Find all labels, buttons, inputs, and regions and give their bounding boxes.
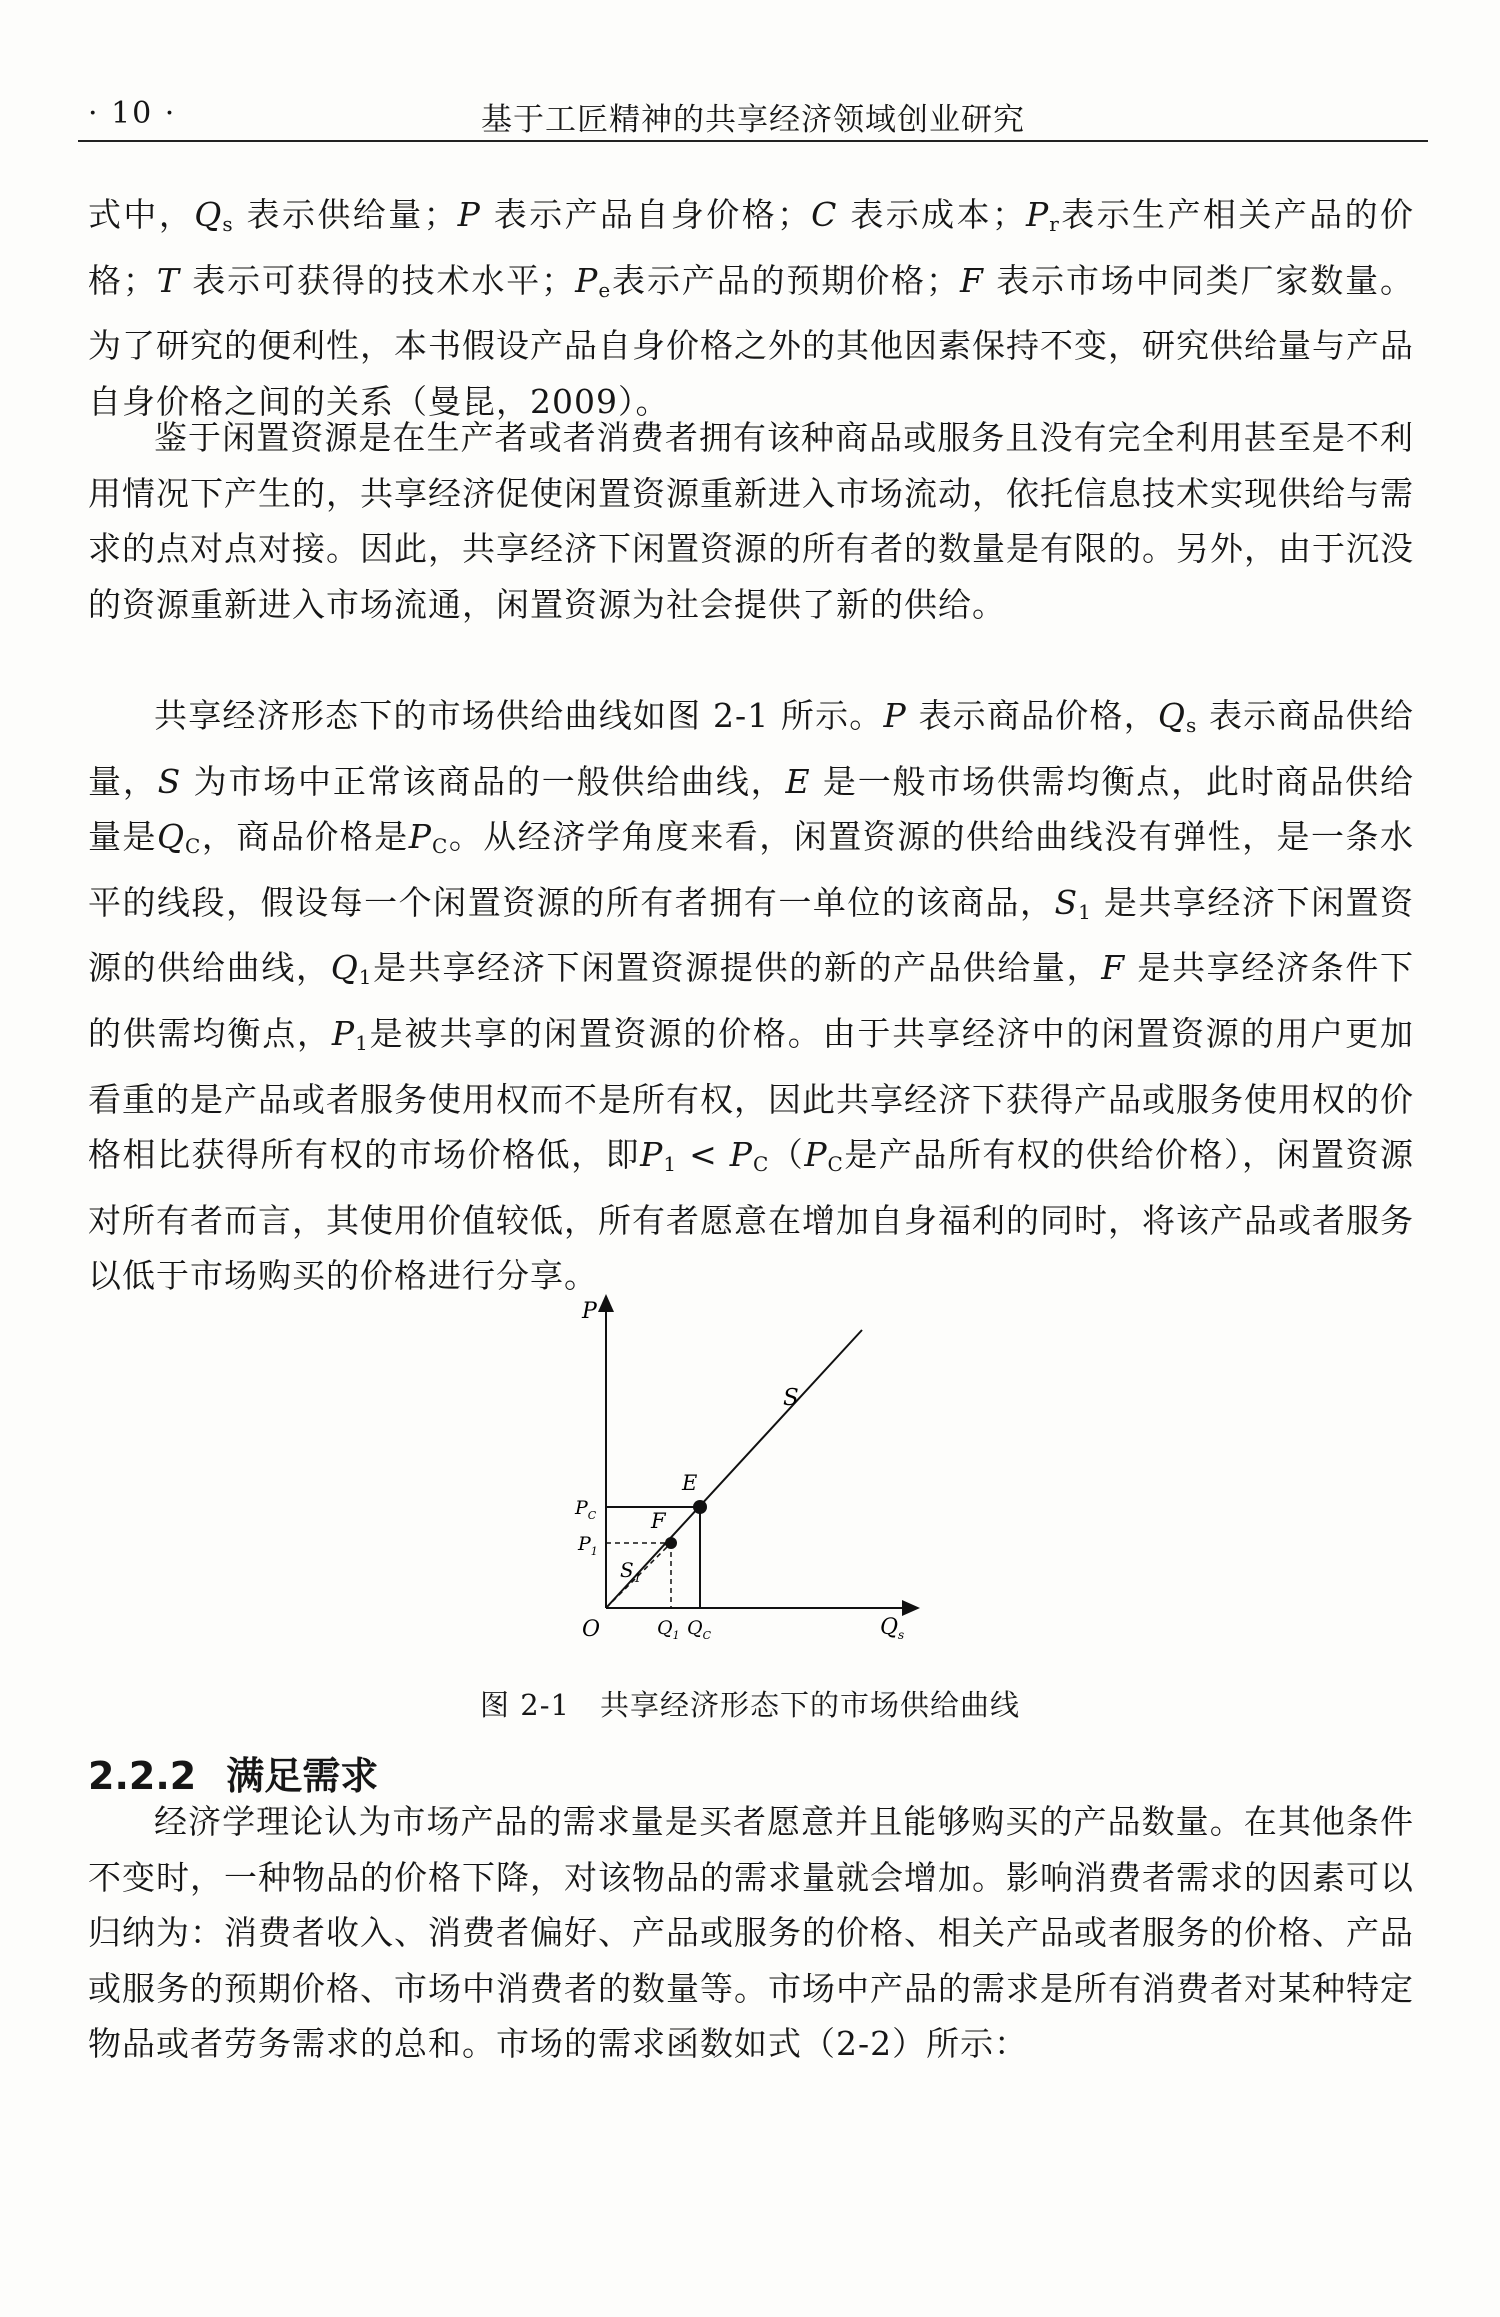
point-f: [665, 1537, 677, 1549]
page-number: · 10 ·: [88, 96, 177, 131]
curve-s-label: S: [783, 1385, 799, 1411]
section-heading: [88, 1745, 378, 1800]
figure-supply-curve: [560, 1290, 960, 1660]
figure-caption: 图 2-1 共享经济形态下的市场供给曲线: [480, 1688, 1020, 1722]
running-head: [78, 90, 1428, 142]
origin-label: O: [582, 1617, 601, 1642]
q1-label: $Q_1$: [657, 1617, 680, 1642]
paragraph-supply-curve: 共享经济形态下的市场供给曲线如图 2-1 所示。P 表示商品价格，$Q_s$ 表示商品供给量，S 为市场中正常该商品的一般供给曲线，E 是一般市场供需均衡点，此时商品供给量是$Q_C$，商品价格是$P_C$。从经济学角度来看，闲置资源的供给曲线没有弹性，是一条水平的线段，假设每一个闲置资源的所有者拥有一单位的该商品，$S_1$ 是共享经济下闲置资源的供给曲线，$Q_1$是共享经济下闲置资源提供的新的产品供给量，F 是共享经济条件下的供需均衡点，$P_1$是被共享的闲置资源的价格。由于共享经济中的闲置资源的用户更加看重的是产品或者服务使用权而不是所有权，因此共享经济下获得产品或服务使用权的价格相比获得所有权的市场价格低，即$P_1 < P_C(P_C$是产品所有权的供给价格），闲置资源对所有者而言，其使用价值较低，所有者愿意在增加自身福利的同时，将该产品或者服务以低于市场购买的价格进行分享。: [88, 696, 1415, 1296]
y-axis-label: P: [582, 1299, 597, 1324]
p1-label: $P_1$: [578, 1533, 598, 1558]
paragraph-idle-resources: 鉴于闲置资源是在生产者或者消费者拥有该种商品或服务且没有完全利用甚至是不利用情况下产生的，共享经济促使闲置资源重新进入市场流动，依托信息技术实现供给与需求的点对点对接。因此，共享经济下闲置资源的所有者的数量是有限的。另外，由于沉没的资源重新进入市场流通，闲置资源为社会提供了新的供给。: [88, 418, 1414, 624]
paragraph-variable-definitions: 式中，$Q_s$ 表示供给量；P 表示产品自身价格；C 表示成本；$P_r$表示生产相关产品的价格；T 表示可获得的技术水平；$P_e$表示产品的预期价格；F 表示市场中同类厂家数量。为了研究的便利性，本书假设产品自身价格之外的其他因素保持不变，研究供给量与产品自身价格之间的关系（曼昆，2009）。: [88, 195, 1414, 421]
section-number: 2.2.2: [88, 1754, 197, 1798]
point-f-label: F: [651, 1509, 666, 1533]
paragraph-demand: 经济学理论认为市场产品的需求量是买者愿意并且能够购买的产品数量。在其他条件不变时，一种物品的价格下降，对该物品的需求量就会增加。影响消费者需求的因素可以归纳为：消费者收入、消费者偏好、产品或服务的价格、相关产品或者服务的价格、产品或服务的预期价格、市场中消费者的数量等。市场中产品的需求是所有消费者对某种特定物品或者劳务需求的总和。市场的需求函数如式（2-2）所示：: [88, 1802, 1414, 2064]
section-title: 满足需求: [226, 1754, 379, 1798]
point-e: [693, 1500, 707, 1514]
x-axis-label: $Q_s$: [880, 1615, 905, 1642]
supply-curve-diagram: [560, 1290, 960, 1660]
qc-label: $Q_C$: [687, 1617, 711, 1642]
point-e-label: E: [682, 1471, 698, 1495]
pc-label: $P_C$: [575, 1497, 597, 1522]
supply-curve-s: [606, 1330, 862, 1608]
curve-s1-label: $S_1$: [620, 1558, 642, 1585]
book-title: 基于工匠精神的共享经济领域创业研究: [481, 102, 1025, 138]
